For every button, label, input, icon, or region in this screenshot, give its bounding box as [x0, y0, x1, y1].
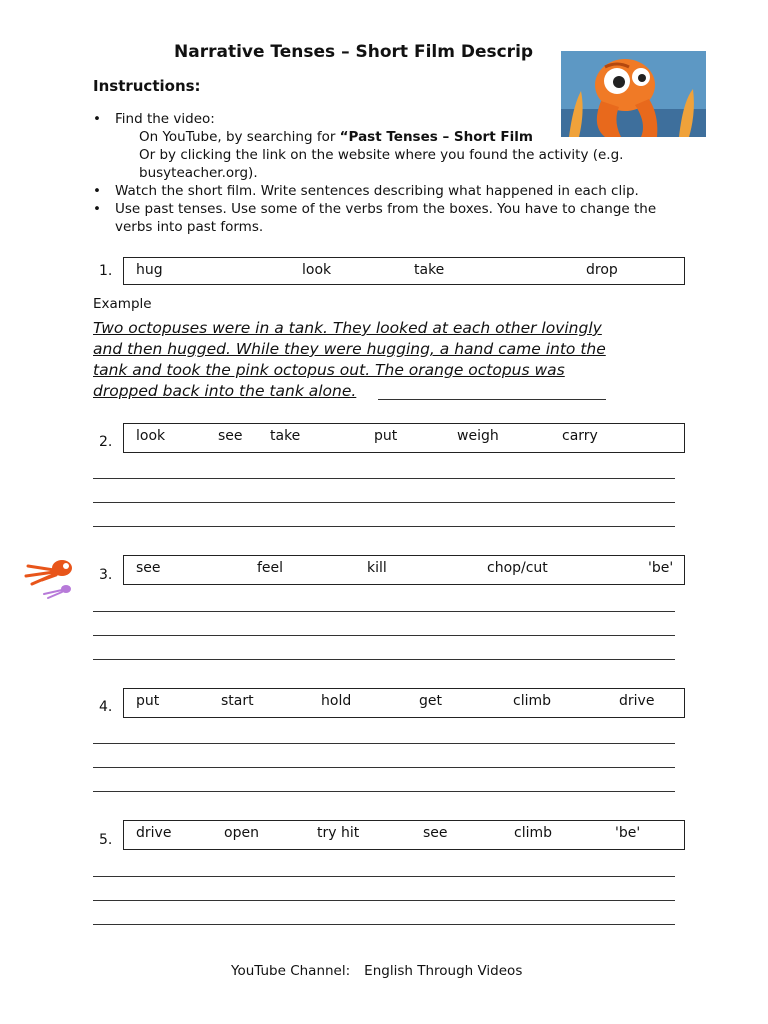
verb: look	[136, 428, 166, 444]
verb: feel	[257, 560, 284, 576]
verb: drive	[619, 693, 655, 709]
verb: see	[136, 560, 161, 576]
verb-box	[123, 257, 685, 285]
verb: weigh	[457, 428, 499, 444]
instruction-find	[93, 110, 693, 182]
answer-line[interactable]	[93, 611, 675, 612]
instructions-heading: Instructions:	[93, 77, 201, 95]
verb: get	[419, 693, 442, 709]
instruction-link: Or by clicking the link on the website where you found the activity (e.g.	[139, 147, 624, 163]
footer-channel: English Through Videos	[364, 963, 523, 979]
verb-box	[123, 820, 685, 850]
instruction-youtube	[115, 128, 693, 146]
verb: hug	[136, 262, 163, 278]
example-line: Two octopuses were in a tank. They looked at each other lovingly	[93, 319, 602, 337]
answer-line[interactable]	[93, 791, 675, 792]
verb: look	[302, 262, 332, 278]
example-line: and then hugged. While they were hugging, a hand came into the	[93, 340, 606, 358]
footer	[231, 963, 522, 979]
answer-line[interactable]	[93, 743, 675, 744]
answer-line[interactable]	[93, 502, 675, 503]
octopus-clipart-icon	[22, 556, 76, 600]
answer-line[interactable]	[93, 767, 675, 768]
verb: 'be'	[615, 825, 641, 841]
instructions-list	[93, 110, 693, 236]
example-line: tank and took the pink octopus out. The orange octopus was	[93, 361, 565, 379]
answer-line[interactable]	[93, 876, 675, 877]
instruction-watch: • Watch the short film. Write sentences describing what happened in each clip.	[93, 182, 693, 200]
verb: 'be'	[648, 560, 674, 576]
verb: climb	[513, 693, 552, 709]
page-title: Narrative Tenses – Short Film Descrip	[174, 42, 534, 62]
instruction-find-text: • Find the video:	[115, 111, 215, 127]
exercise-number: 3.	[99, 567, 113, 583]
octopus-clipart	[22, 556, 76, 600]
verb: take	[270, 428, 301, 444]
verb: see	[218, 428, 243, 444]
answer-line[interactable]	[93, 659, 675, 660]
exercise-number: 4.	[99, 699, 113, 715]
verb: take	[414, 262, 445, 278]
verb: put	[136, 693, 160, 709]
verb: hold	[321, 693, 352, 709]
verb: open	[224, 825, 259, 841]
verb-box	[123, 555, 685, 585]
verb-box	[123, 688, 685, 718]
verb: drive	[136, 825, 172, 841]
answer-line[interactable]	[93, 900, 675, 901]
answer-line[interactable]	[93, 478, 675, 479]
instruction-use: • Use past tenses. Use some of the verbs from the boxes. You have to change the verbs into past forms.	[93, 200, 693, 236]
verb: drop	[586, 262, 618, 278]
footer-label: YouTube Channel:	[231, 963, 351, 979]
answer-line[interactable]	[93, 526, 675, 527]
verb: put	[374, 428, 398, 444]
verb: see	[423, 825, 448, 841]
example-label: Example	[93, 296, 152, 312]
verb-box	[123, 423, 685, 453]
exercise-number: 5.	[99, 832, 113, 848]
instruction-link-site: busyteacher.org).	[139, 165, 258, 181]
answer-line[interactable]	[93, 924, 675, 925]
exercise-number: 2.	[99, 434, 113, 450]
verb: try hit	[317, 825, 360, 841]
verb: carry	[562, 428, 598, 444]
verb: start	[221, 693, 254, 709]
example-underline	[378, 399, 606, 400]
verb: chop/cut	[487, 560, 548, 576]
verb: kill	[367, 560, 387, 576]
youtube-query: “Past Tenses – Short Film	[339, 129, 533, 145]
youtube-prefix: On YouTube, by searching for	[139, 129, 340, 145]
answer-line[interactable]	[93, 635, 675, 636]
verb: climb	[514, 825, 553, 841]
exercise-number: 1.	[99, 263, 113, 279]
example-line: dropped back into the tank alone.	[93, 382, 357, 400]
example-text	[93, 318, 663, 402]
